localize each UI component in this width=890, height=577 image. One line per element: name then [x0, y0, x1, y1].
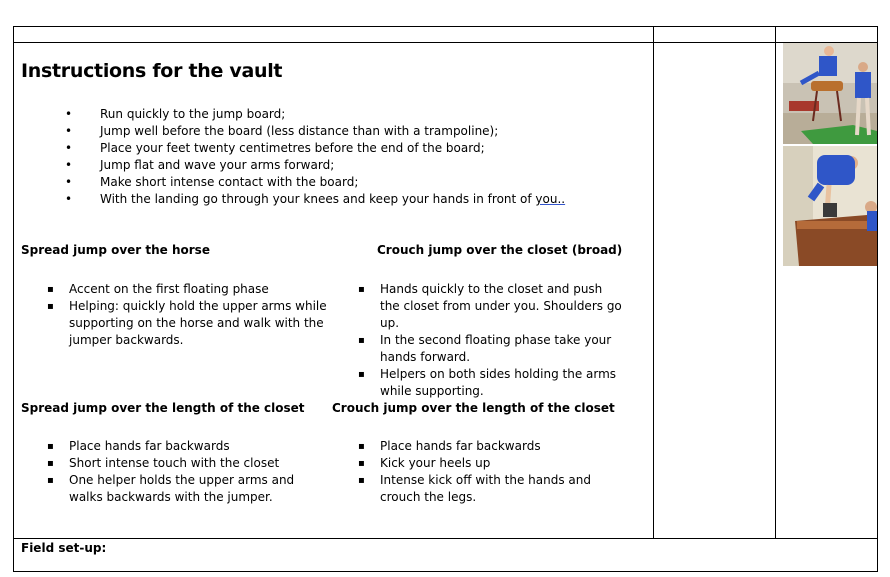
footer-row-divider — [13, 538, 878, 539]
list-item: • Jump flat and wave your arms forward; — [100, 157, 565, 174]
list-item: ▪ Intense kick off with the hands and crouch the legs. — [380, 472, 610, 506]
list-item: • With the landing go through your knees and keep your hands in front of you.. — [100, 191, 565, 208]
list-item: ▪ In the second floating phase take your hands forward. — [380, 332, 625, 366]
list-item: ▪ Hands quickly to the closet and push the closet from under you. Shoulders go up. — [380, 281, 625, 332]
column-divider-1 — [653, 26, 654, 539]
crouch-closet-list — [380, 281, 625, 400]
spread-horse-list — [69, 281, 327, 349]
spellcheck-underlined-word: you.. — [535, 192, 566, 206]
section-heading-crouch-closet: Crouch jump over the closet (broad) — [377, 243, 623, 257]
list-item: • Jump well before the board (less distance than with a trampoline); — [100, 123, 565, 140]
vault-photos — [783, 43, 877, 266]
list-item: ▪ Accent on the first floating phase — [69, 281, 327, 298]
vault-photo-illustration — [783, 43, 877, 266]
header-row-divider — [13, 42, 878, 43]
list-item: ▪ Helping: quickly hold the upper arms while supporting on the horse and walk with the jumper backwards. — [69, 298, 327, 349]
list-item: • Run quickly to the jump board; — [100, 106, 565, 123]
section-heading-crouch-length: Crouch jump over the length of the closet — [332, 401, 615, 415]
crouch-length-list — [380, 438, 610, 506]
list-item: ▪ Place hands far backwards — [69, 438, 327, 455]
section-heading-spread-horse: Spread jump over the horse — [21, 243, 210, 257]
section-heading-spread-length: Spread jump over the length of the closet — [21, 401, 305, 415]
list-item: • Make short intense contact with the board; — [100, 174, 565, 191]
list-item: ▪ One helper holds the upper arms and walks backwards with the jumper. — [69, 472, 327, 506]
intro-bullet-list — [100, 106, 565, 208]
column-divider-2 — [775, 26, 776, 539]
list-item: ▪ Place hands far backwards — [380, 438, 610, 455]
spread-length-list — [69, 438, 327, 506]
list-item: • Place your feet twenty centimetres before the end of the board; — [100, 140, 565, 157]
list-item: ▪ Helpers on both sides holding the arms while supporting. — [380, 366, 625, 400]
list-item: ▪ Short intense touch with the closet — [69, 455, 327, 472]
page-title: Instructions for the vault — [21, 60, 283, 82]
field-setup-label: Field set-up: — [21, 541, 107, 555]
list-item: ▪ Kick your heels up — [380, 455, 610, 472]
